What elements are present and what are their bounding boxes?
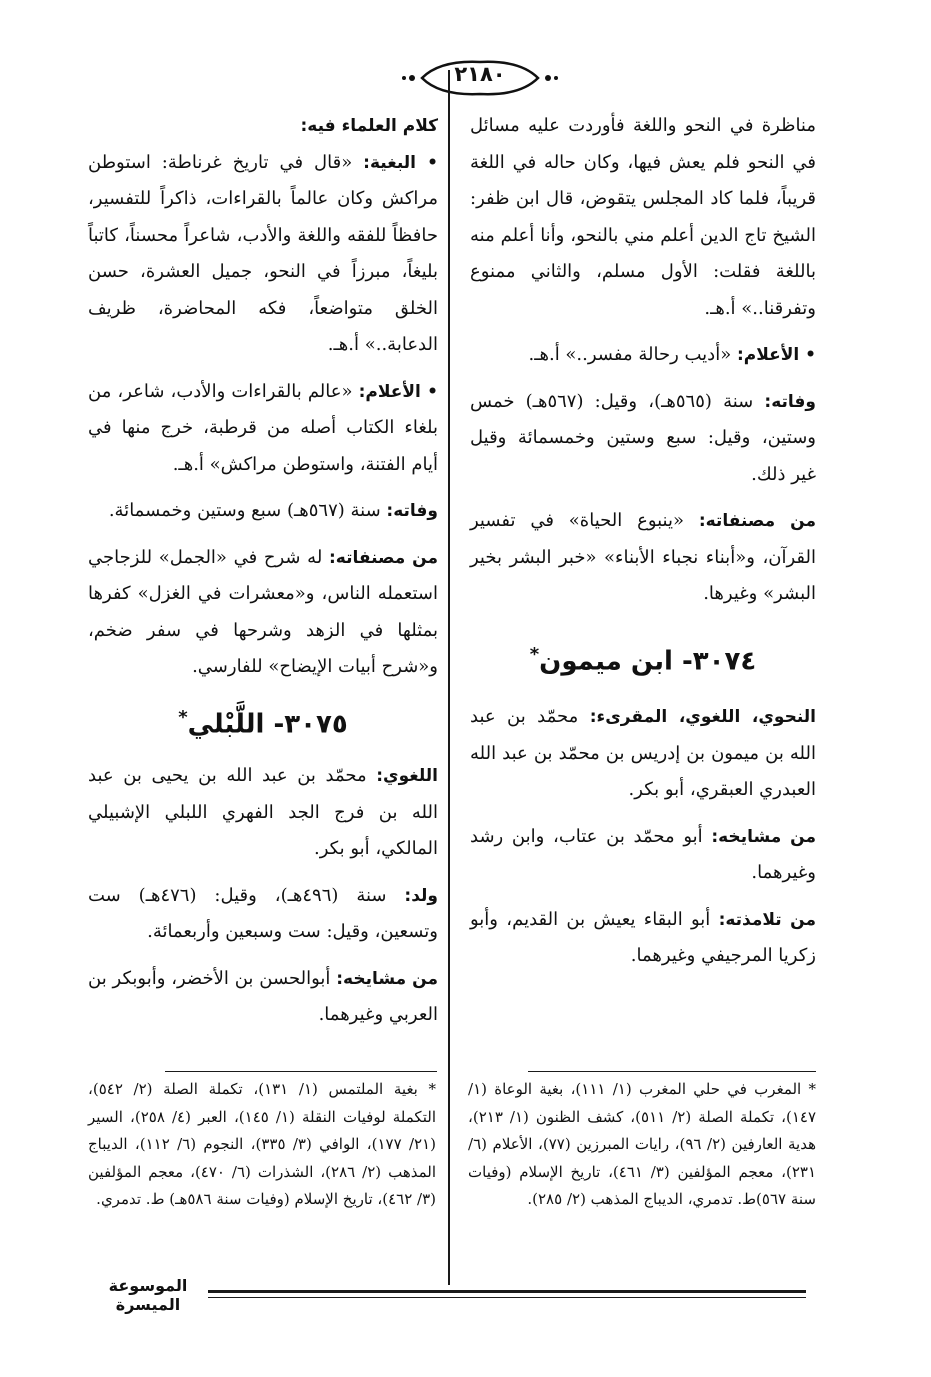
paragraph-lead: ولد: [404,885,438,906]
paragraph [88,758,438,868]
footnote-left: * بغية الملتمس (١/ ١٣١)، تكملة الصلة (٢/ ٥٤٢)، التكملة لوفيات النقلة (١/ ١٤٥)، العبر (٤/ ٢٥٨)، السير (٢١/ ١٧٧)، الوافي (٣/ ٣٣٥)، النجوم (٦/ ١١٢)، الديباج المذهب (٢/ ٢٨٦)، الشذرات (٦/ ٤٧٠)، معجم المؤلفين (٣/ ٤٦٢)، تاريخ الإسلام (وفيات سنة ٥٨٦هـ) ط. تدمري. [88,1080,437,1208]
paragraph-text: محمّد بن عبد الله بن ميمون بن إدريس بن محمّد بن عبد الله العبدري العبقري، أبو بكر. [470,706,816,801]
footnote-marker: * [178,706,188,728]
paragraph-text: أبو محمّد بن عتاب، وابن رشد وغيرهما. [470,825,816,884]
paragraph [470,337,816,374]
right-column [470,108,816,975]
section-label: كلام العلماء فيه: [300,116,438,136]
paragraph-lead: وفاته: [764,391,816,412]
paragraph-text: «أديب رحالة مفسر..» أ.هـ. [528,344,737,365]
paragraph-text: «قال في تاريخ غرناطة: استوطن مراكش وكان عالماً بالقراءات، ذاكراً للتفسير، حافظاً للفقه واللغة والأدب، شاعراً محسناً، كاتباً بليغاً، مبرزاً في النحو، جميل العشرة، حسن الخلق متواضعاً، فكه المحاضرة، ظريف الدعابة..» أ.هـ. [88,151,438,355]
paragraph-lead: من مصنفاته: [698,511,816,531]
paragraph [470,384,816,494]
paragraph [88,878,438,951]
left-column [88,108,438,1034]
paragraph [470,819,816,892]
entry-heading [88,698,438,745]
paragraph [88,145,438,364]
paragraph [470,503,816,613]
paragraph-lead: اللغوي: [376,766,438,787]
paragraph [470,108,816,327]
paragraph-lead: وفاته: [386,501,438,521]
column-divider [448,70,450,1285]
paragraph [88,108,438,145]
paragraph-text: مناظرة في النحو واللغة فأوردت عليه مسائل في النحو فلم يعش فيها، وكان حاله في اللغة قريباً، فلما كاد المجلس يتقوض، قال ابن ظفر: الشيخ تاج الدين أعلم مني بالنحو، وأنا أعلم منه باللغة فقلت: الأول مسلم، والثاني ممنوع وتفرقنا..» أ.هـ. [470,115,816,319]
paragraph-text: سنة (٤٩٦هـ)، وقيل: (٤٧٦هـ) ست وتسعين، وقيل: ست وسبعين وأربعمائة. [88,884,438,943]
paragraph-lead: من تلامذته: [718,909,816,930]
footnote-marker: * [529,643,540,665]
page-number: ٢١٨٠ [454,62,506,86]
footer-title: الموسوعة الميسرة [88,1276,208,1314]
entry-heading [470,635,816,682]
entry-heading-text: ٣٠٧٤- ابن ميمون [539,646,757,677]
paragraph [470,902,816,975]
paragraph-lead: • البغية: [363,152,438,173]
paragraph-lead: من مشايخه: [711,826,816,847]
paragraph-lead: • الأعلام: [358,381,438,402]
paragraph-lead: النحوي، اللغوي، المقرىء: [589,707,816,728]
footnote-rule [528,1071,816,1072]
paragraph-lead: من مشايخه: [336,968,438,989]
paragraph [88,540,438,686]
footnote-right: * المغرب في حلي المغرب (١/ ١١١)، بغية الوعاة (١/ ١٤٧)، تكملة الصلة (٢/ ٥١١)، كشف الظنون (١/ ٢١٣)، هدية العارفين (٢/ ٩٦)، رايات المبرزين (٧٧)، الأعلام (٦/ ٢٣١)، معجم المؤلفين (٣/ ٤٦١)، تاريخ الإسلام (وفيات سنة ٥٦٧)ط. تدمري، الديباج المذهب (٢/ ٢٨٥). [468,1080,816,1208]
paragraph-text: «ينبوع الحياة» في تفسير القرآن، و«أبناء نجباء الأبناء» «خبر البشر بخير البشر» وغيرها. [470,510,816,604]
paragraph-text: أبوالحسن بن الأخضر، وأبوبكر بن العربي وغيرهما. [88,967,438,1026]
paragraph [88,493,438,530]
paragraph-text: له شرح في «الجمل» للزجاجي استعمله الناس، و«معشرات في الغزل» كفرها بمثلها في الزهد وشرحها في سفر ضخم، و«شرح أبيات الإيضاح» للفارسي. [88,546,438,677]
paragraph-text: سنة (٥٦٧هـ) سبع وستين وخمسمائة. [108,500,387,521]
entry-heading-text: ٣٠٧٥- اللَّبْلي [187,709,348,740]
paragraph [470,699,816,809]
footnote-rule [165,1071,437,1072]
paragraph [88,374,438,484]
paragraph-lead: من مصنفاته: [328,547,438,568]
page-number-ornament [400,58,560,98]
paragraph-text: «عالم بالقراءات والأدب، شاعر، من بلغاء الكتاب أصله من قرطبة، خرج منها في أيام الفتنة، واستوطن مراكش» أ.هـ. [88,380,438,475]
paragraph-text: محمّد بن عبد الله بن يحيى بن عبد الله بن فرج الجد الفهري اللبلي الإشبيلي المالكي، أبو بكر. [88,765,438,860]
paragraph-lead: • الأعلام: [736,345,816,365]
paragraph-text: أبو البقاء يعيش بن القديم، وأبو زكريا المرجيفي وغيرهما. [470,908,816,967]
paragraph [88,961,438,1034]
paragraph-text: سنة (٥٦٥هـ)، وقيل: (٥٦٧هـ) خمس وستين، وقيل: سبع وستين وخمسمائة وقيل غير ذلك. [470,390,816,485]
